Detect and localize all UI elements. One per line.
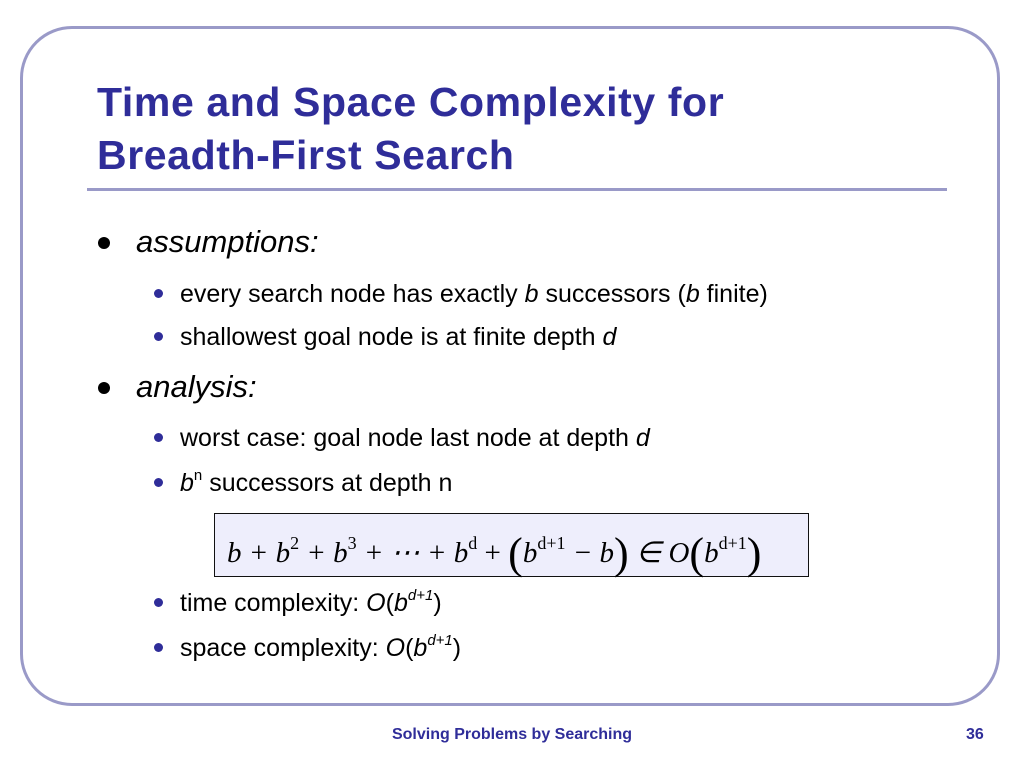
text-part: every search node has exactly: [180, 280, 525, 308]
formula-paren: (: [689, 529, 705, 578]
var-b: b: [524, 280, 539, 308]
var-b: b: [685, 280, 700, 308]
paren: (: [385, 589, 394, 617]
paren: ): [452, 634, 462, 662]
var-b: b: [413, 634, 428, 662]
formula-term: + ⋯ + b: [356, 537, 469, 569]
text-part: worst case: goal node last node at depth: [180, 424, 636, 452]
text-part: time complexity:: [180, 589, 367, 617]
var-d: d: [602, 323, 617, 351]
exponent: n: [193, 467, 203, 484]
var-b: b: [180, 469, 194, 497]
formula-exponent: d+1: [537, 533, 566, 553]
sub-bullet-dot-icon: [154, 643, 163, 652]
formula-term: +: [477, 537, 509, 569]
slide-footer: Solving Problems by Searching: [391, 726, 633, 743]
page-number: 36: [966, 726, 984, 743]
formula-exponent: 2: [290, 533, 300, 553]
sub-bullet-text: [180, 634, 461, 663]
formula-term: b: [704, 537, 719, 569]
title-line-1: Time and Space Complexity for: [97, 79, 725, 125]
sub-bullet-text: [180, 280, 768, 309]
sub-bullet-dot-icon: [154, 332, 163, 341]
formula-term: + b: [299, 537, 348, 569]
formula-term: b: [522, 537, 538, 569]
var-d: d: [635, 424, 650, 452]
slide-title: [97, 76, 957, 182]
sub-bullet-dot-icon: [154, 433, 163, 442]
sub-bullet-text: [180, 323, 616, 352]
formula-term: − b: [565, 537, 615, 569]
formula-exponent: d: [468, 533, 478, 553]
text-part: successors (: [538, 280, 686, 308]
title-divider: [87, 188, 947, 191]
text-part: finite): [699, 280, 768, 308]
formula-term: ∈ O: [628, 537, 690, 569]
big-o: O: [385, 634, 406, 662]
formula-paren: ): [614, 529, 629, 578]
sub-bullet-text: [180, 469, 452, 498]
sub-bullet-text: [180, 589, 442, 618]
text-part: successors at depth n: [202, 469, 453, 497]
text-part: space complexity:: [180, 634, 386, 662]
formula-exponent: 3: [347, 533, 357, 553]
formula-exponent: d+1: [718, 533, 747, 553]
exponent: d+1: [427, 632, 453, 649]
sub-bullet-dot-icon: [154, 478, 163, 487]
bullet-dot-icon: [98, 237, 110, 249]
paren: ): [433, 589, 442, 617]
formula-paren: ): [746, 529, 762, 578]
formula-paren: (: [508, 529, 523, 578]
paren: (: [405, 634, 414, 662]
exponent: d+1: [407, 587, 434, 604]
text-part: shallowest goal node is at finite depth: [180, 323, 603, 351]
sub-bullet-dot-icon: [154, 598, 163, 607]
formula-term: b + b: [227, 537, 291, 569]
formula-expression: [227, 528, 761, 579]
var-b: b: [393, 589, 408, 617]
sub-bullet-dot-icon: [154, 289, 163, 298]
bullet-label: analysis:: [136, 369, 257, 404]
bullet-label: assumptions:: [136, 224, 319, 259]
big-o: O: [366, 589, 386, 617]
bullet-dot-icon: [98, 382, 110, 394]
title-line-2: Breadth-First Search: [97, 132, 515, 178]
sub-bullet-text: [180, 424, 650, 453]
formula-box: [214, 513, 809, 577]
